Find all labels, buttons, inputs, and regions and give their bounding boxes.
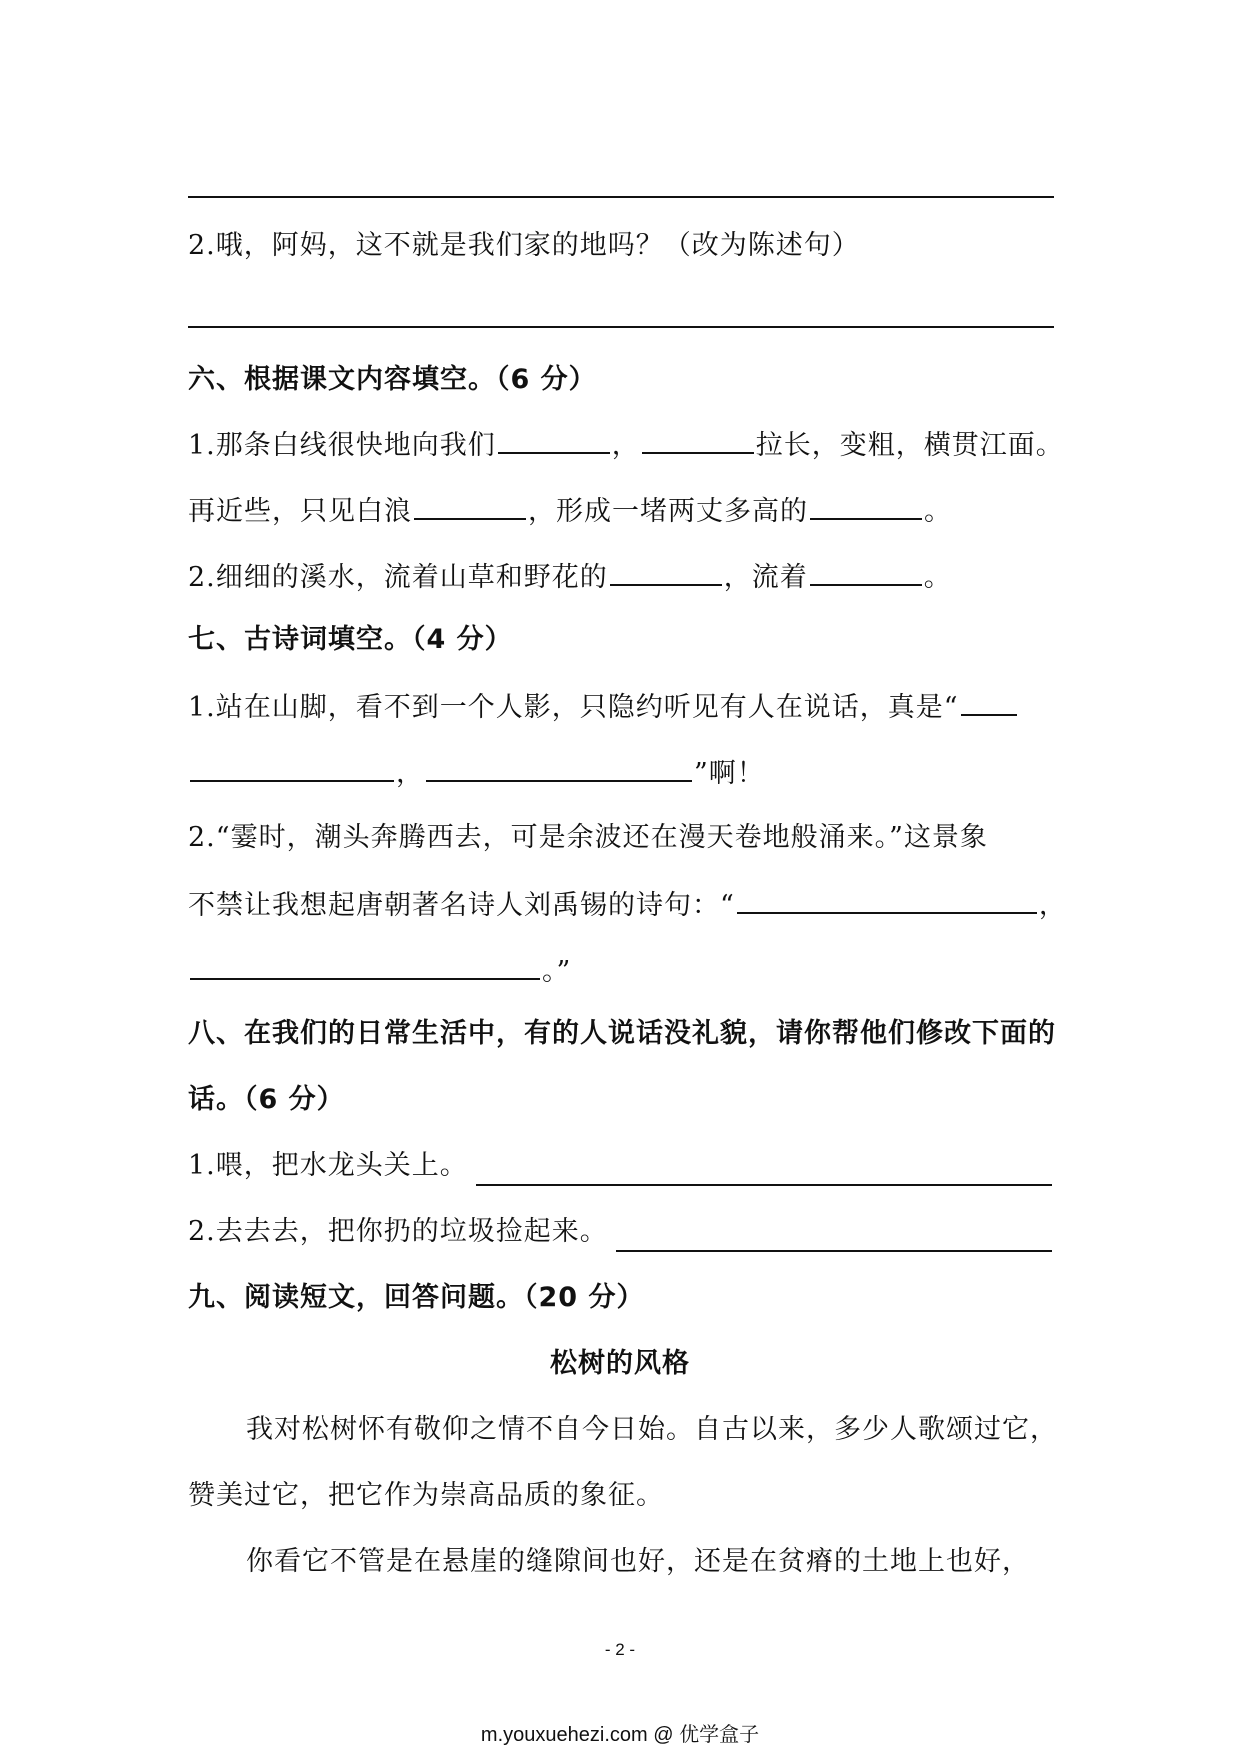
fill-blank[interactable]: [476, 1156, 1052, 1186]
q6-item-2-text-a: 2.细细的溪水，流着山草和野花的: [188, 562, 608, 593]
q7-item-2-sep: ，: [1038, 890, 1067, 921]
q6-item-1-text-b: 拉长，变粗，横贯江面。: [755, 430, 1064, 461]
fill-blank[interactable]: [426, 752, 692, 782]
q8-heading-line-1: 八、在我们的日常生活中，有的人说话没礼貌，请你帮他们修改下面的: [188, 1018, 1056, 1049]
q7-item-1-sep: ，: [396, 758, 424, 789]
fill-blank[interactable]: [610, 556, 722, 586]
fill-blank[interactable]: [190, 950, 540, 980]
q6-item-2-end: 。: [923, 562, 952, 593]
page-number: - 2 -: [604, 1640, 636, 1659]
q6-item-1-text-c: 再近些，只见白浪: [188, 496, 412, 527]
passage-para-1-line-1: 我对松树怀有敬仰之情不自今日始。自古以来，多少人歌颂过它，: [246, 1414, 1058, 1445]
fill-blank[interactable]: [810, 556, 922, 586]
q6-item-1-end: 。: [924, 496, 952, 527]
q6-item-1-text-d: ，形成一堵两丈多高的: [528, 496, 808, 527]
passage-para-1-line-2: 赞美过它，把它作为崇高品质的象征。: [188, 1480, 664, 1511]
q8-item-1: [188, 1146, 1054, 1186]
q6-heading: 六、根据课文内容填空。（6 分）: [188, 364, 597, 395]
q8-item-1-text: 1.喂，把水龙头关上。: [188, 1150, 468, 1181]
q7-item-2-line-3: [188, 950, 571, 992]
q6-item-1-line-1: [188, 424, 1064, 466]
q6-item-1-sep: ，: [611, 430, 640, 461]
passage-title: 松树的风格: [550, 1348, 690, 1379]
answer-line: [188, 196, 1054, 198]
q8-item-2: [188, 1212, 1054, 1252]
q5-item-2: 2.哦，阿妈，这不就是我们家的地吗？（改为陈述句）: [188, 230, 860, 261]
fill-blank[interactable]: [414, 490, 526, 520]
fill-blank[interactable]: [810, 490, 922, 520]
fill-blank[interactable]: [642, 424, 754, 454]
q8-item-2-text: 2.去去去，把你扔的垃圾捡起来。: [188, 1216, 608, 1247]
answer-line: [188, 326, 1054, 328]
q6-item-2: [188, 556, 952, 598]
fill-blank[interactable]: [498, 424, 610, 454]
q7-item-2-text-b: 不禁让我想起唐朝著名诗人刘禹锡的诗句：“: [188, 890, 735, 921]
q6-item-1-text-a: 1.那条白线很快地向我们: [188, 430, 496, 461]
q7-item-2-line-2: [188, 884, 1067, 926]
fill-blank[interactable]: [737, 884, 1037, 914]
q7-item-1-text-a: 1.站在山脚，看不到一个人影，只隐约听见有人在说话，真是“: [188, 692, 959, 723]
q7-item-1-end: ”啊！: [694, 758, 765, 789]
q9-heading: 九、阅读短文，回答问题。（20 分）: [188, 1282, 645, 1313]
q6-item-1-line-2: [188, 490, 952, 532]
fill-blank[interactable]: [961, 686, 1017, 716]
q7-item-2-end: 。”: [542, 956, 572, 987]
fill-blank[interactable]: [616, 1222, 1052, 1252]
fill-blank[interactable]: [190, 752, 394, 782]
q7-item-2-line-1: 2.“霎时，潮头奔腾西去，可是余波还在漫天卷地般涌来。”这景象: [188, 822, 988, 853]
q7-item-1-line-1: [188, 686, 1019, 728]
footer-site[interactable]: m.youxuehezi.com @ 优学盒子: [480, 1724, 760, 1746]
q7-item-1-line-2: [188, 752, 765, 794]
q7-heading: 七、古诗词填空。（4 分）: [188, 624, 513, 655]
q6-item-2-text-b: ，流着: [723, 562, 808, 593]
q8-heading-line-2: 话。（6 分）: [188, 1084, 345, 1115]
passage-para-2-line-1: 你看它不管是在悬崖的缝隙间也好，还是在贫瘠的土地上也好，: [246, 1546, 1030, 1577]
